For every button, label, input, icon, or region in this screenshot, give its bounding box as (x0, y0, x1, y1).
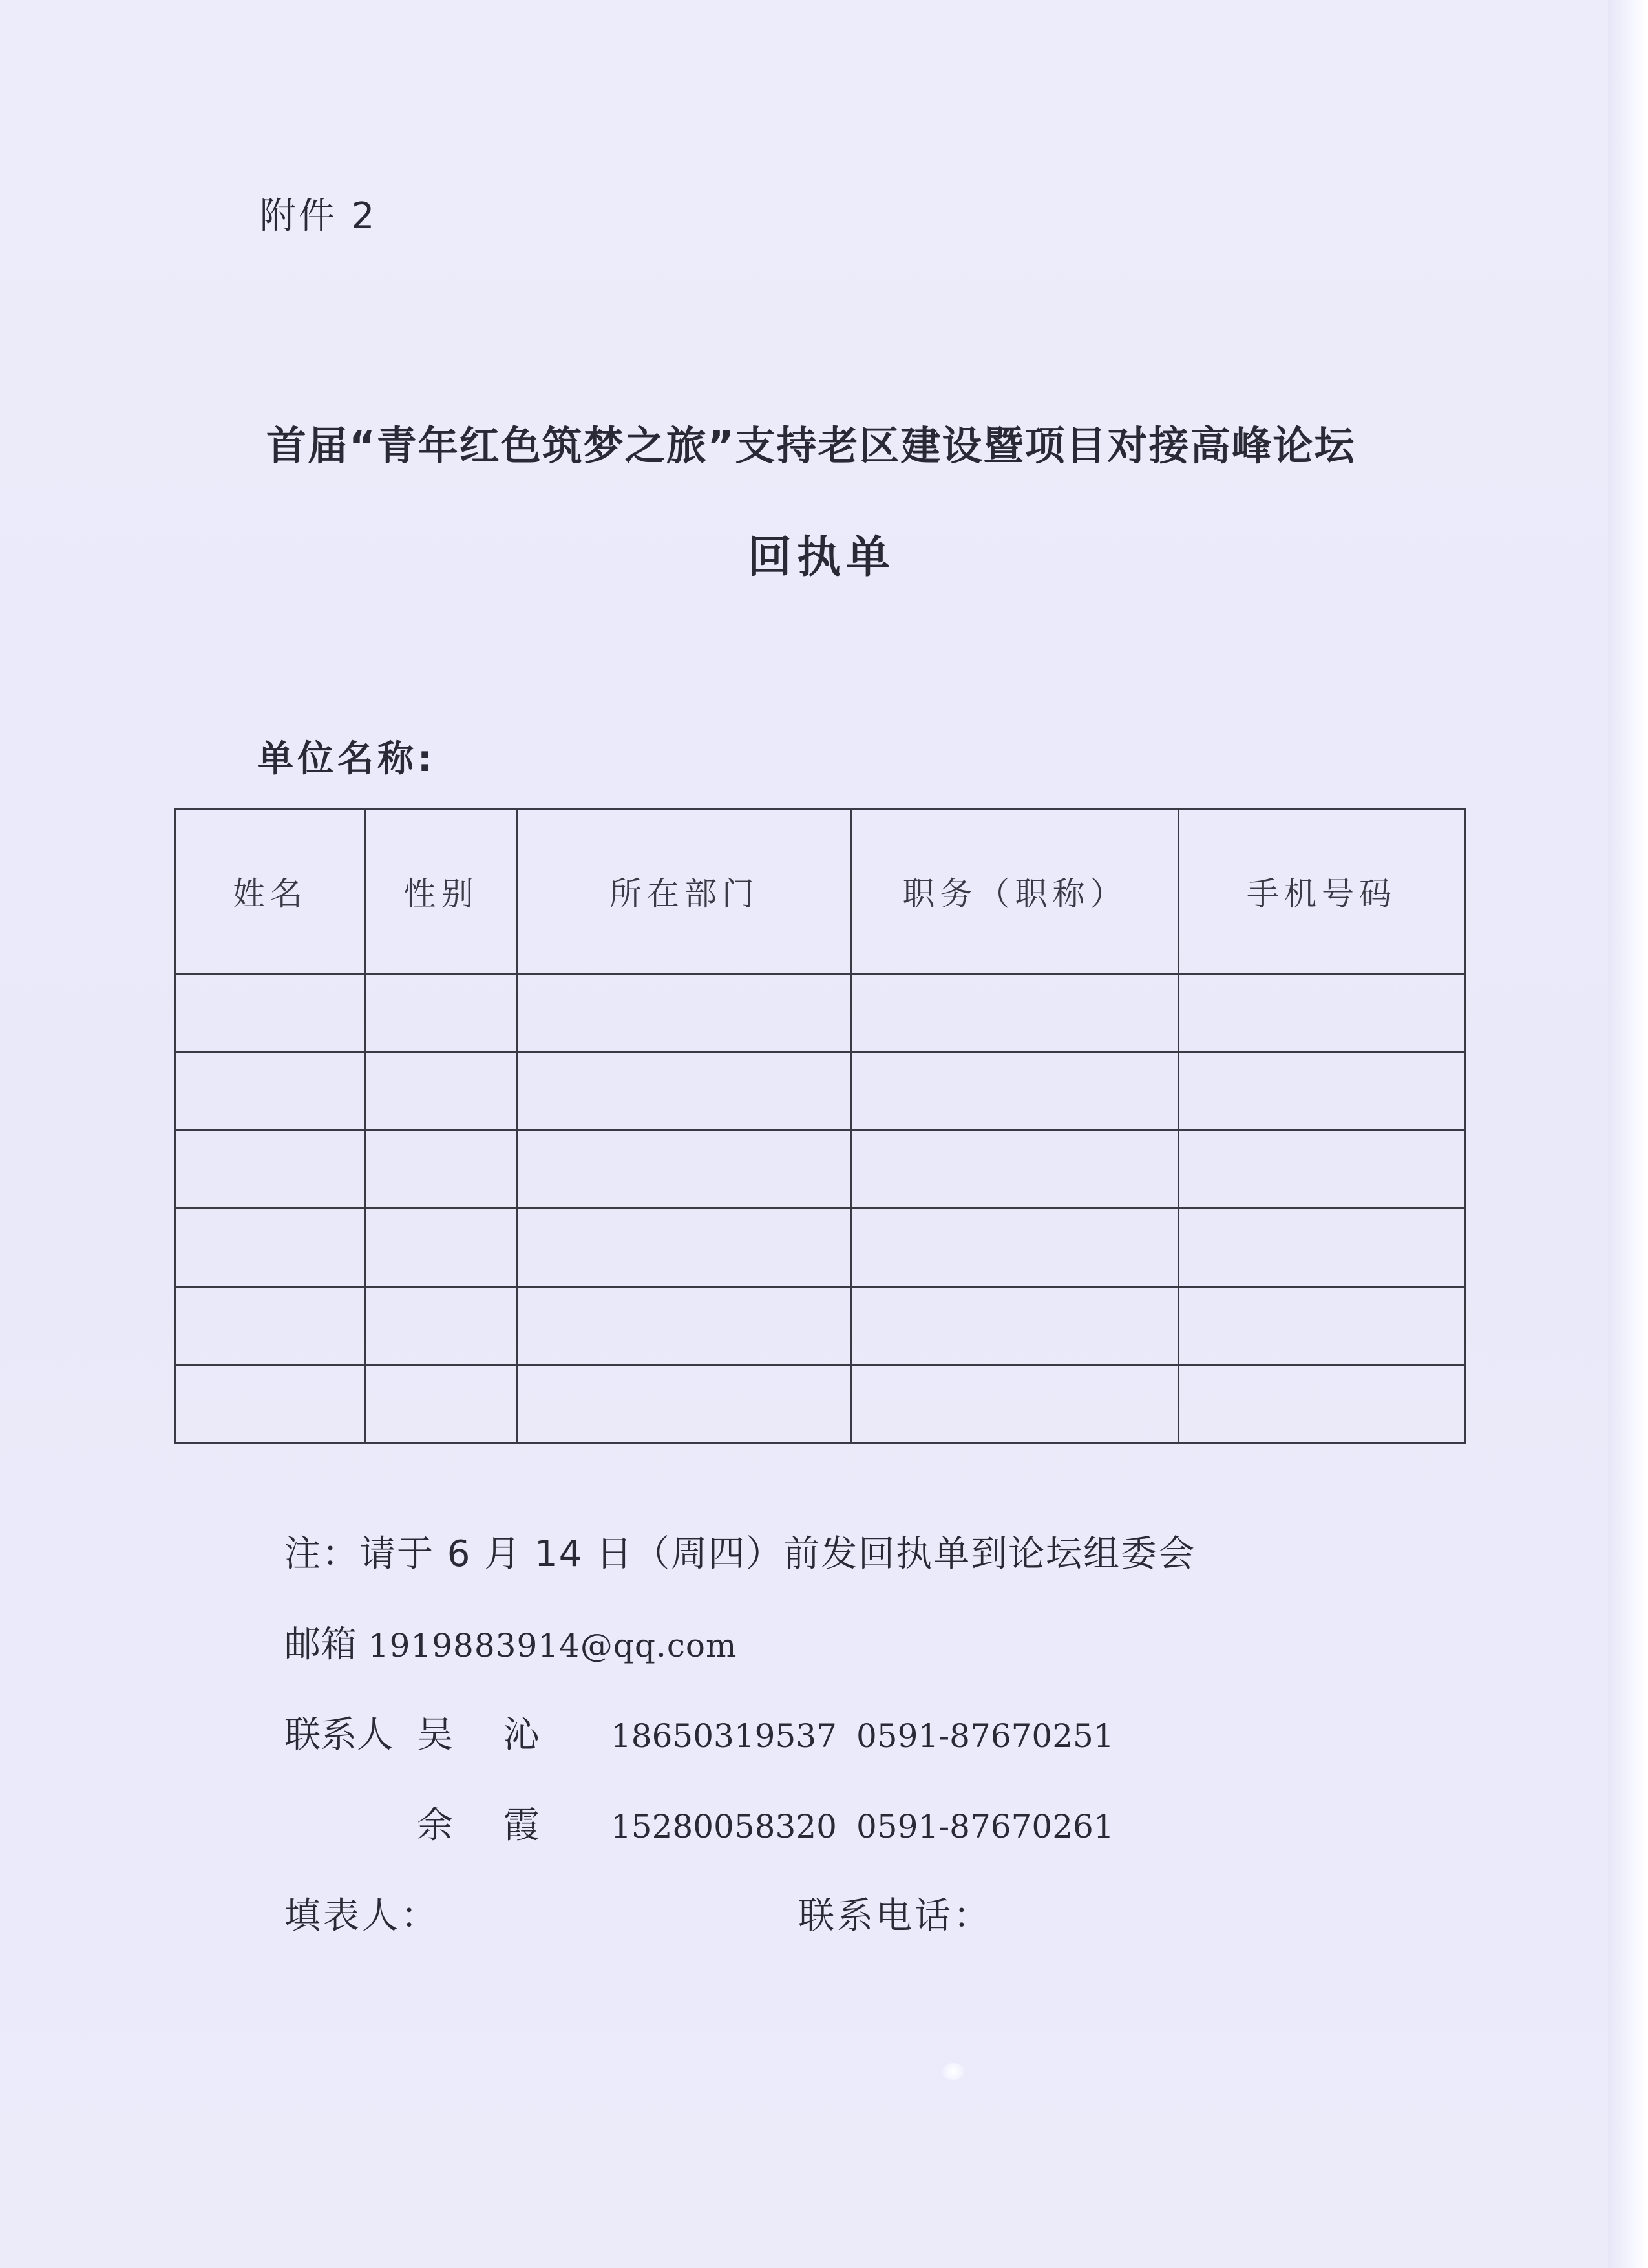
contact-label: 联系人 (284, 1714, 393, 1756)
table-cell[interactable] (1179, 1287, 1465, 1365)
table-cell[interactable] (176, 1287, 365, 1365)
table-row (176, 1052, 1465, 1130)
table-cell[interactable] (852, 1209, 1179, 1287)
table-cell[interactable] (365, 974, 518, 1052)
table-cell[interactable] (176, 974, 365, 1052)
contact-row (284, 1706, 1114, 1758)
table-cell[interactable] (852, 1287, 1179, 1365)
unit-name-label: 单位名称: (257, 738, 436, 780)
contact-phone-label: 联系电话： (798, 1895, 992, 1937)
table-cell[interactable] (1179, 1130, 1465, 1209)
table-cell[interactable] (365, 1287, 518, 1365)
contact-name: 余 霞 (417, 1805, 559, 1847)
table-cell[interactable] (518, 1052, 852, 1130)
table-cell[interactable] (1179, 974, 1465, 1052)
table-row (176, 1130, 1465, 1209)
table-cell[interactable] (518, 1287, 852, 1365)
deadline-note: 注：请于 6 月 14 日（周四）前发回执单到论坛组委会 (284, 1533, 1196, 1575)
table-header-row (176, 809, 1465, 974)
document-subtitle: 回执单 (748, 532, 896, 583)
contact-row (284, 1797, 1114, 1849)
table-row (176, 1365, 1465, 1443)
contact-mobile: 18650319537 (611, 1717, 837, 1755)
registration-table (174, 808, 1466, 1444)
header-gender: 性别 (365, 809, 518, 974)
table-cell[interactable] (1179, 1209, 1465, 1287)
table-row (176, 1209, 1465, 1287)
table-cell[interactable] (1179, 1365, 1465, 1443)
scan-edge (1608, 0, 1648, 2268)
contact-name: 吴 沁 (417, 1714, 559, 1756)
table-cell[interactable] (176, 1365, 365, 1443)
table-cell[interactable] (176, 1209, 365, 1287)
table-cell[interactable] (852, 1365, 1179, 1443)
table-body (176, 974, 1465, 1443)
table-cell[interactable] (852, 1130, 1179, 1209)
table-cell[interactable] (518, 1130, 852, 1209)
email-address: 1919883914@qq.com (368, 1627, 737, 1664)
table-row (176, 974, 1465, 1052)
header-name: 姓名 (176, 809, 365, 974)
header-department: 所在部门 (518, 809, 852, 974)
table-cell[interactable] (365, 1052, 518, 1130)
table-row (176, 1287, 1465, 1365)
table-cell[interactable] (365, 1130, 518, 1209)
table-cell[interactable] (518, 1209, 852, 1287)
table-cell[interactable] (365, 1365, 518, 1443)
filler-label: 填表人： (284, 1895, 439, 1937)
header-mobile: 手机号码 (1179, 809, 1465, 974)
table-cell[interactable] (365, 1209, 518, 1287)
contact-tel: 0591-87670261 (856, 1808, 1114, 1845)
contact-tel: 0591-87670251 (856, 1717, 1114, 1755)
document-title: 首届“青年红色筑梦之旅”支持老区建设暨项目对接高峰论坛 (266, 422, 1356, 469)
email-label: 邮箱 (284, 1624, 357, 1666)
table-cell[interactable] (176, 1130, 365, 1209)
attachment-label: 附件 2 (260, 195, 377, 237)
email-line (284, 1616, 737, 1668)
table-cell[interactable] (1179, 1052, 1465, 1130)
header-position: 职务（职称） (852, 809, 1179, 974)
contact-mobile: 15280058320 (611, 1808, 837, 1845)
table-cell[interactable] (852, 1052, 1179, 1130)
table-cell[interactable] (518, 1365, 852, 1443)
table-cell[interactable] (176, 1052, 365, 1130)
table-cell[interactable] (518, 974, 852, 1052)
scan-artifact (942, 2063, 964, 2080)
table-cell[interactable] (852, 974, 1179, 1052)
